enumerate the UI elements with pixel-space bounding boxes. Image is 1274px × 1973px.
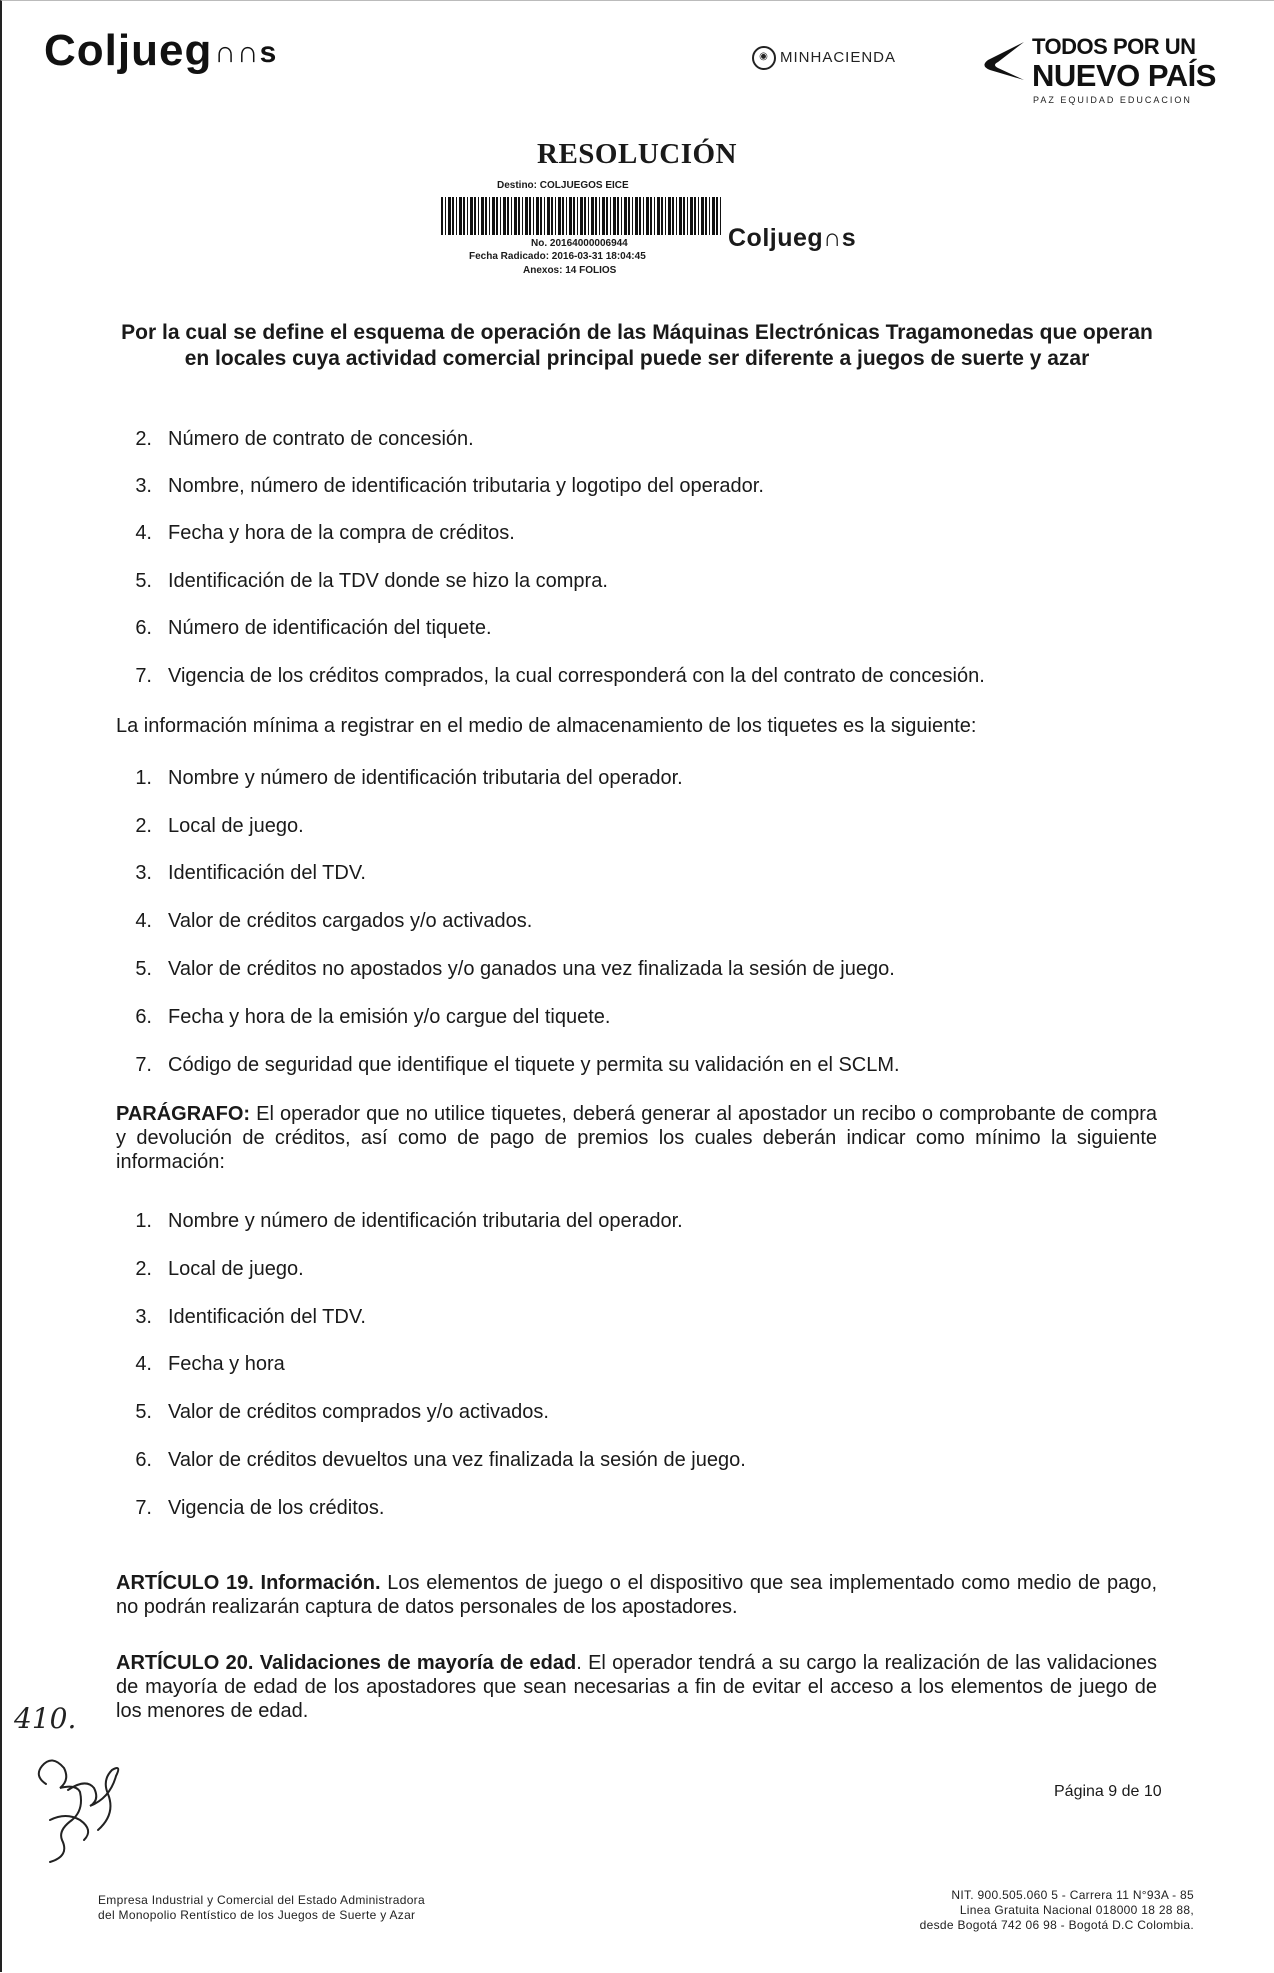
art20-text: El operador tendrá a su cargo la realización de las validaciones de mayoría de edad de los apostadores que sean necesarias a fin de evitar el acceso a los elementos de juego de los menores de edad. [116,1652,1158,1722]
stamp-anexos: Anexos: 14 FOLIOS [523,265,617,276]
resolution-subtitle: Por la cual se define el esquema de operación de las Máquinas Electrónicas Tragamonedas que operan en locales cuya actividad comercial principal puede ser diferente a juegos de suerte y azar [121,321,1153,370]
slogan-line3: PAZ EQUIDAD EDUCACION [1033,95,1192,105]
slogan-line1: TODOS POR UN [1032,34,1196,59]
stamp-destino: Destino: COLJUEGOS EICE [497,180,629,191]
art19-label: ARTÍCULO 19. [116,1572,254,1594]
footer-left: Empresa Industrial y Comercial del Estado Administradora del Monopolio Rentístico de los Juegos de Suerte y Azar [98,1893,425,1922]
articulo-20: ARTÍCULO 20. Validaciones de mayoría de edad. El operador tendrá a su cargo la realización de las validaciones de mayoría de edad de los apostadores que sean necesarias a fin de evitar el acceso a los elementos de juego de los menores de edad. [116,1652,1158,1722]
art19-title: Información. [260,1572,381,1594]
handwritten-folio-number: 410. [14,1702,77,1735]
paragrafo-label: PARÁGRAFO: [116,1103,251,1125]
paragrafo-text: El operador que no utilice tiquetes, deberá generar al apostador un recibo o comprobante de compra y devolución de créditos, así como de pago de premios los cuales deberán indicar como mínimo la siguiente información: [116,1103,1157,1173]
art20-title: Validaciones de mayoría de edad [259,1652,577,1674]
paragrafo [116,1102,1157,1174]
art20-label: ARTÍCULO 20. [116,1652,254,1674]
stamp-fecha: Fecha Radicado: 2016-03-31 18:04:45 [469,251,646,262]
art19-text: Los elementos de juego o el dispositivo que sea implementado como medio de pago, no podrán realizarán captura de datos personales de los apostadores. [116,1572,1157,1618]
logo-mark-icon: ∩∩s [214,36,278,70]
seal-icon: ◉ [752,46,776,70]
footer-right: NIT. 900.505.060 5 - Carrera 11 N°93A - 85 Linea Gratuita Nacional 018000 18 28 88, desde Bogotá 742 06 98 - Bogotá D.C Colombia. [919,1888,1194,1932]
articulo-19 [116,1571,1157,1619]
stamp-numero: No. 20164000006944 [531,238,628,249]
minhacienda-logo: ◉ MINHACIENDA [752,46,896,70]
stamp-brand: Coljueg∩s [728,224,857,252]
barcode [441,197,723,235]
page-number: Página 9 de 10 [1054,1783,1162,1800]
slogan-line2: NUEVO PAÍS [1032,58,1216,93]
swoosh-icon [978,40,1026,82]
document-title: RESOLUCIÓN [537,138,737,170]
coljuegos-logo: Coljueg∩∩s [44,26,278,75]
storage-intro: La información mínima a registrar en el medio de almacenamiento de los tiquetes es la siguiente: [116,715,977,737]
